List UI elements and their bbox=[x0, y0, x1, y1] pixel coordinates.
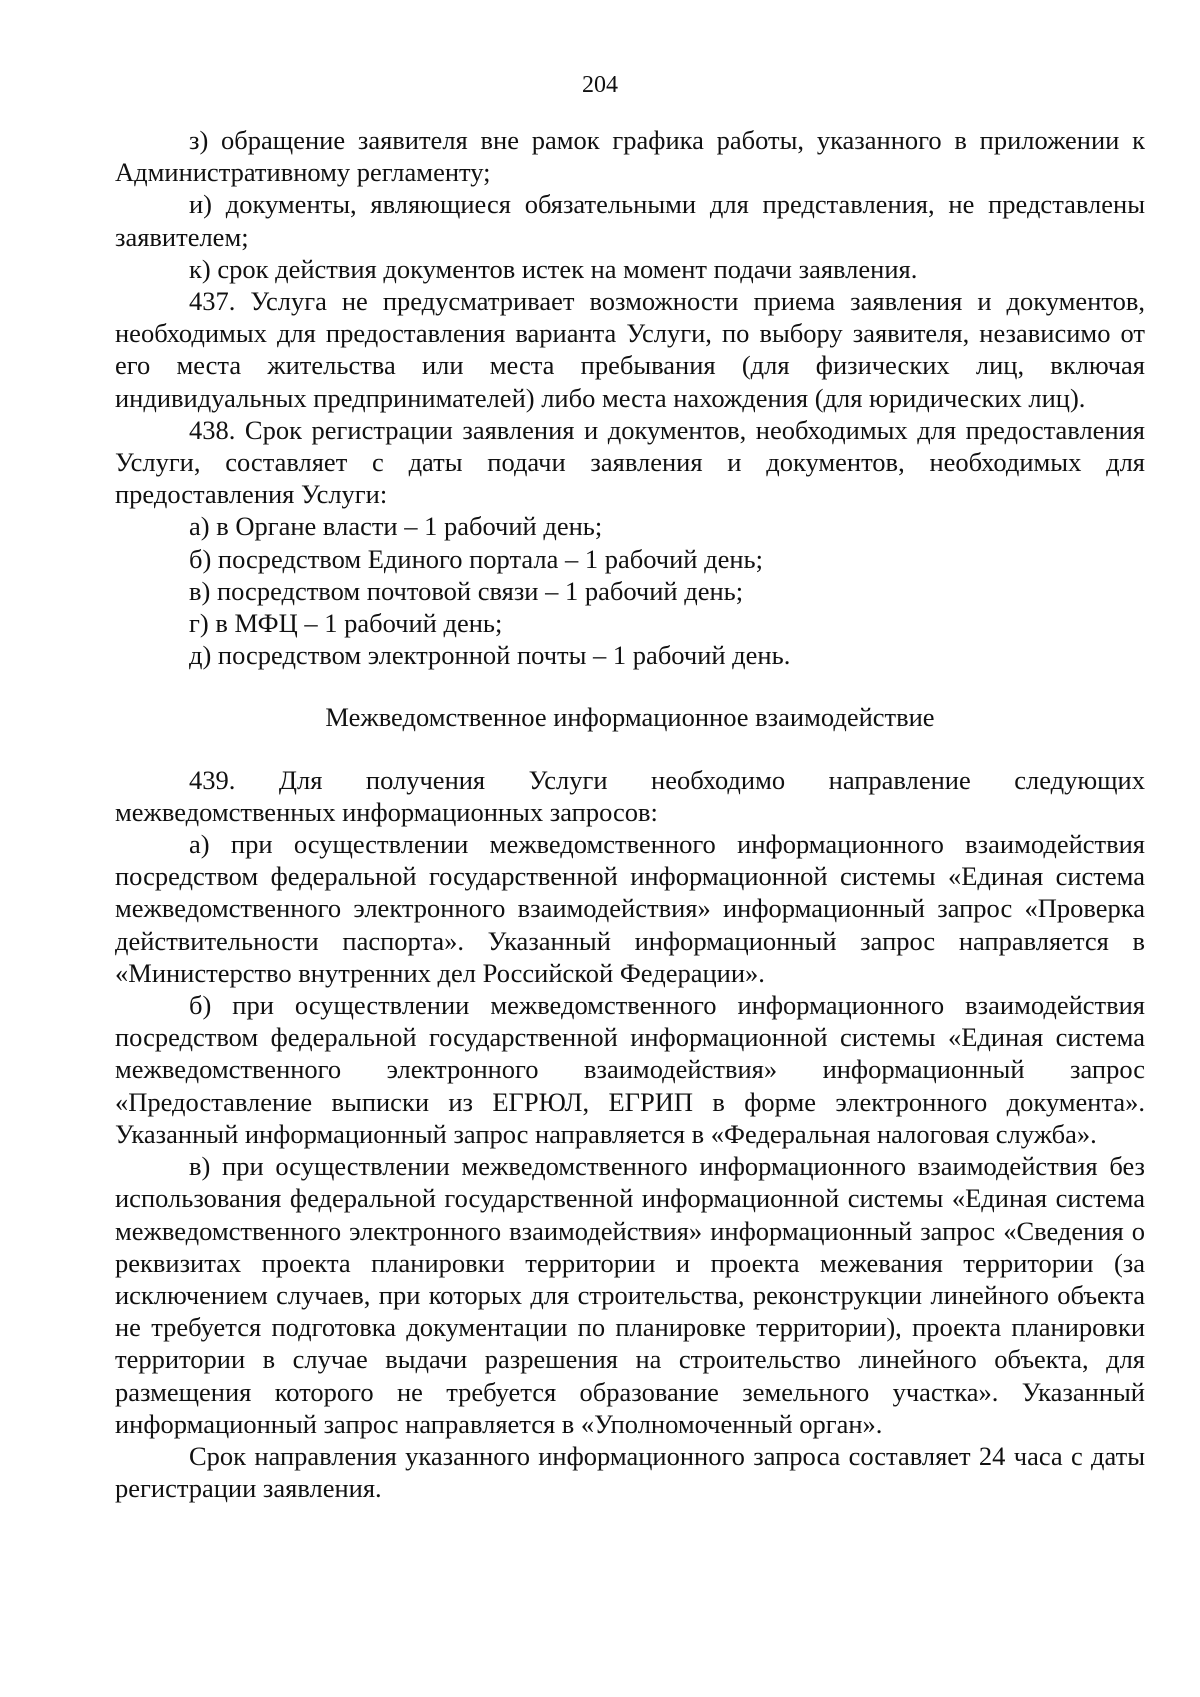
list-item-b: б) посредством Единого портала – 1 рабочий день; bbox=[189, 543, 763, 574]
paragraph-item-k: к) срок действия документов истек на момент подачи заявления. bbox=[189, 253, 918, 284]
list-item-a: а) в Органе власти – 1 рабочий день; bbox=[189, 511, 603, 542]
paragraph-deadline: Срок направления указанного информационного запроса составляет 24 часа с даты регистрации заявления. bbox=[115, 1440, 1145, 1504]
paragraph-439: 439. Для получения Услуги необходимо направление следующих межведомственных информационных запросов: bbox=[115, 764, 1145, 827]
list-item-v: в) посредством почтовой связи – 1 рабочий день; bbox=[189, 575, 744, 606]
document-body bbox=[115, 124, 1145, 1504]
request-item-a: а) при осуществлении межведомственного информационного взаимодействия посредством федеральной государственной информационной системы «Единая система межведомственного электронного взаимодействия» информационный запрос «Проверка действительности паспорта». Указанный информационный запрос направляется в «Министерство внутренних дел Российской Федерации». bbox=[115, 829, 1145, 988]
paragraph-437: 437. Услуга не предусматривает возможности приема заявления и документов, необходимых для предоставления варианта Услуги, по выбору заявителя, независимо от его места жительства или места пребывания (для физических лиц, включая индивидуальных предпринимателей) либо места нахождения (для юридических лиц). bbox=[115, 286, 1145, 413]
page-number: 204 bbox=[582, 72, 618, 98]
section-heading: Межведомственное информационное взаимодействие bbox=[325, 702, 935, 733]
paragraph-item-z: з) обращение заявителя вне рамок графика работы, указанного в приложении к Административному регламенту; bbox=[115, 125, 1145, 188]
request-item-b: б) при осуществлении межведомственного информационного взаимодействия посредством федеральной государственной информационной системы «Единая система межведомственного электронного взаимодействия» информационный запрос «Предоставление выписки из ЕГРЮЛ, ЕГРИП в форме электронного документа». Указанный информационный запрос направляется в «Федеральная налоговая служба». bbox=[115, 990, 1145, 1149]
paragraph-item-i: и) документы, являющиеся обязательными для представления, не представлены заявителем; bbox=[115, 189, 1145, 252]
paragraph-438: 438. Срок регистрации заявления и документов, необходимых для предоставления Услуги, составляет с даты подачи заявления и документов, необходимых для предоставления Услуги: bbox=[115, 414, 1145, 510]
list-item-d: д) посредством электронной почты – 1 рабочий день. bbox=[189, 640, 791, 671]
request-item-v: в) при осуществлении межведомственного информационного взаимодействия без использования федеральной государственной информационной системы «Единая система межведомственного электронного взаимодействия» информационный запрос «Сведения о реквизитах проекта планировки территории и проекта межевания территории (за исключением случаев, при которых для строительства, реконструкции линейного объекта не требуется подготовка документации по планировке территории), проекта планировки территории в случае выдачи разрешения на строительство линейного объекта, для размещения которого не требуется образование земельного участка». Указанный информационный запрос направляется в «Уполномоченный орган». bbox=[115, 1151, 1145, 1439]
list-item-g: г) в МФЦ – 1 рабочий день; bbox=[189, 608, 503, 639]
